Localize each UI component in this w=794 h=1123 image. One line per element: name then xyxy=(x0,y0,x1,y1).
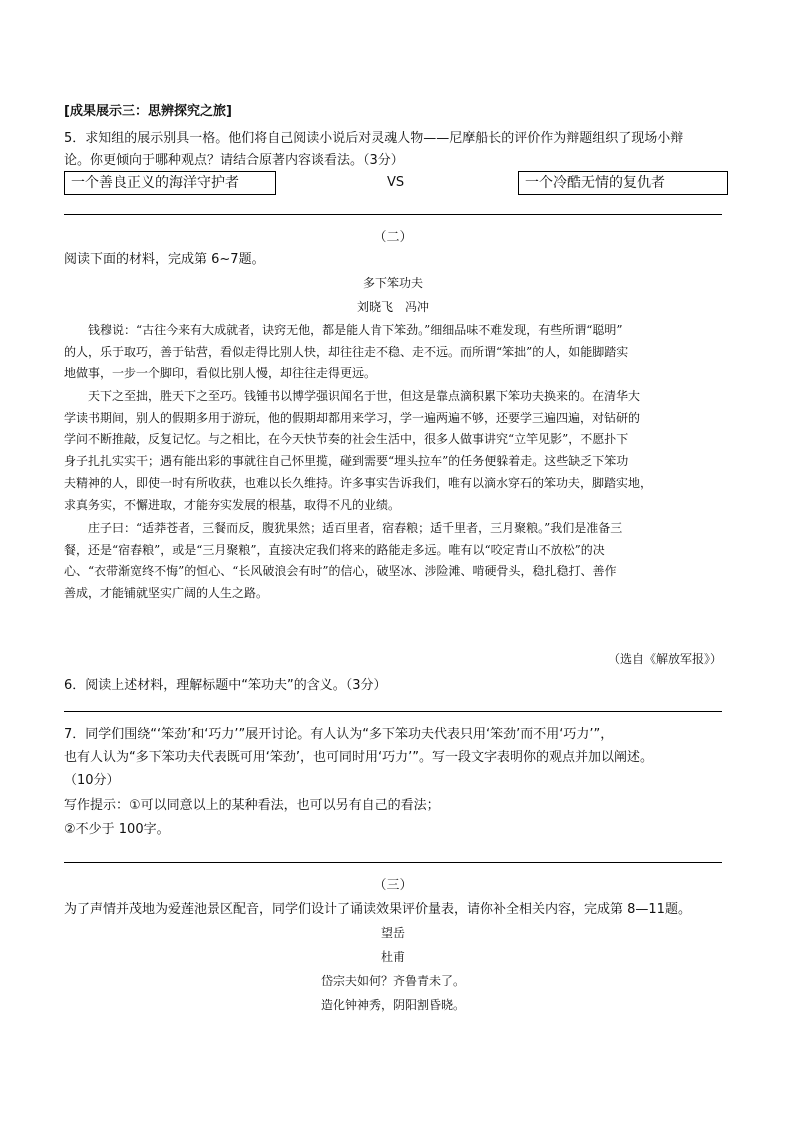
question-7-line-1: 7．同学们围绕“‘笨劲’和‘巧力’”展开讨论。有人认为“多下笨功夫代表只用‘笨劲’而不用‘巧力’”， xyxy=(64,727,614,742)
question-5-line-2: 论。你更倾向于哪种观点？请结合原著内容谈看法。（3分） xyxy=(64,153,404,168)
text-line: 心、“衣带渐宽终不悔”的恒心、“长风破浪会有时”的信心，破坚冰、涉险滩、啃硬骨头，稳扎稳打、善作 xyxy=(64,564,617,579)
text-line: 天下之至拙，胜天下之至巧。钱锺书以博学强识闻名于世，但这是靠点滴积累下笨功夫换来的。在清华大 xyxy=(88,389,641,403)
text-line: 钱穆说：“古往今来有大成就者，诀窍无他，都是能人肯下笨劲。”细细品味不难发现，有些所谓“聪明” xyxy=(88,323,623,337)
part-2-heading: （二） xyxy=(373,230,413,245)
part-2-intro: 阅读下面的材料，完成第 6~7题。 xyxy=(64,252,265,267)
poem-author: 杜甫 xyxy=(380,950,405,964)
article-title: 多下笨功夫 xyxy=(362,276,423,290)
text-line: 身子扎扎实实干；遇有能出彩的事就往自己怀里揽，碰到需要“埋头拉车”的任务便躲着走。这些缺乏下笨功 xyxy=(64,454,629,469)
poem-line-2: 造化钟神秀，阴阳割昏晓。 xyxy=(320,998,465,1012)
text-line: 的人，乐于取巧，善于钻营，看似走得比别人快，却往往走不稳、走不远。而所谓“笨拙”的人，如能脚踏实 xyxy=(64,344,629,359)
writing-hint-2: ②不少于 100字。 xyxy=(64,822,170,837)
text-line: 地做事，一步一个脚印，看似比别人慢，却往往走得更远。 xyxy=(64,366,377,381)
question-5-line-1: 5．求知组的展示别具一格。他们将自己阅读小说后对灵魂人物——尼摩船长的评价作为辩题组织了现场小辩 xyxy=(64,131,684,146)
article-paragraph-1 xyxy=(64,320,722,385)
question-7-line-2: 也有人认为“多下笨功夫代表既可用‘笨劲’，也可同时用‘巧力’”。写一段文字表明你的观点并加以阐述。 xyxy=(64,750,653,765)
answer-line-q5 xyxy=(64,214,722,215)
debate-option-right: 一个冷酷无情的复仇者 xyxy=(518,171,728,195)
article-source: （选自《解放军报》） xyxy=(607,652,722,666)
poem-title: 望岳 xyxy=(380,926,405,940)
text-line: 学读书期间，别人的假期多用于游玩，他的假期却都用来学习，学一遍两遍不够，还要学三遍四遍，对钻研的 xyxy=(64,410,641,425)
debate-option-left: 一个善良正义的海洋守护者 xyxy=(64,171,276,195)
poem-line-1: 岱宗夫如何？齐鲁青未了。 xyxy=(320,974,465,988)
text-line: 求真务实，不懈进取，才能夯实发展的根基，取得不凡的业绩。 xyxy=(64,497,401,512)
question-6: 6．阅读上述材料，理解标题中“笨功夫”的含义。（3分） xyxy=(64,678,387,693)
article-authors: 刘晓飞 冯冲 xyxy=(356,300,429,314)
text-line: 善成，才能铺就坚实广阔的人生之路。 xyxy=(64,586,269,601)
text-line: 学问不断推敲，反复记忆。与之相比，在今天快节奏的社会生活中，很多人做事讲究“立竿见影”，不愿扑下 xyxy=(64,432,629,447)
text-line: 餐，还是“宿舂粮”，或是“三月聚粮”，直接决定我们将来的路能走多远。唯有以“咬定青山不放松”的决 xyxy=(64,542,605,557)
part-3-intro: 为了声情并茂地为爱莲池景区配音，同学们设计了诵读效果评价量表，请你补全相关内容，完成第 8—11题。 xyxy=(64,902,691,917)
article-paragraph-3 xyxy=(64,518,722,605)
part-3-heading: （三） xyxy=(373,878,413,893)
answer-line-q6 xyxy=(64,711,722,712)
section-header: [成果展示三：思辨探究之旅] xyxy=(64,104,232,119)
writing-hint-1: 写作提示：①可以同意以上的某种看法，也可以另有自己的看法； xyxy=(64,798,440,813)
text-line: 庄子曰：“适莽苍者，三餐而反，腹犹果然；适百里者，宿舂粮；适千里者，三月聚粮。”我们是准备三 xyxy=(88,521,623,535)
versus-label: VS xyxy=(387,175,405,190)
article-paragraph-2 xyxy=(64,386,722,516)
question-7-line-3: （10分） xyxy=(64,773,120,788)
text-line: 夫精神的人，即使一时有所收获，也难以长久维持。许多事实告诉我们，唯有以滴水穿石的笨功夫，脚踏实地， xyxy=(64,475,653,490)
answer-line-q7 xyxy=(64,862,722,863)
